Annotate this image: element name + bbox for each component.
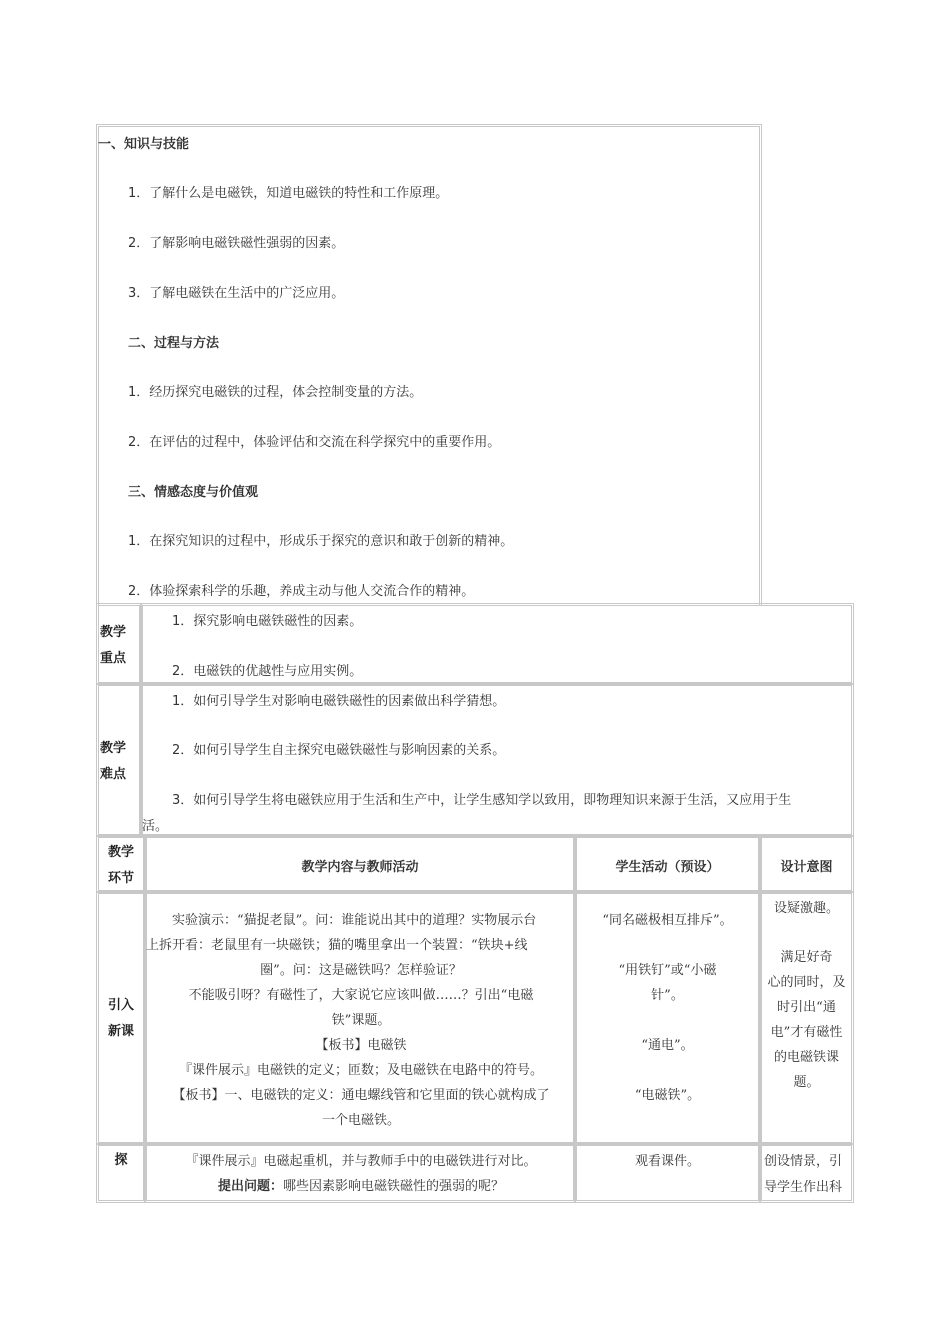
- header-intent-label: 设计意图: [780, 860, 833, 875]
- explore-intent-text: 创设情景，引 导学生作出科: [764, 1154, 843, 1195]
- objective-item: 2．在评估的过程中，体验评估和交流在科学探究中的重要作用。: [128, 435, 501, 450]
- intro-content-text: 实验演示：“猫捉老鼠”。问：谁能说出其中的道理？实物展示台 上拆开看：老鼠里有一块磁铁；猫的嘴里拿出一个装置：“铁块+线 圈”。问：这是磁铁吗？怎样验证？ 不能吸引呀？有磁性了，大家说它应该叫做……？引出“电磁 铁”课题。 【板书】电磁铁 『课件展示』电磁铁的定义；匝数；及电磁铁在电路中的符号。 【板书】一、电磁铁的定义：通电螺线管和它里面的铁心就构成了 一个电磁铁。: [146, 913, 550, 1128]
- objective-item: 1．经历探究电磁铁的过程，体会控制变量的方法。: [128, 385, 423, 400]
- explore-stage-label: 探: [114, 1153, 128, 1168]
- objective-heading-knowledge: 一、知识与技能: [98, 137, 190, 152]
- objective-item: 2．了解影响电磁铁磁性强弱的因素。: [128, 236, 345, 251]
- objective-heading-values: 三、情感态度与价值观: [128, 485, 259, 500]
- objective-item: 1．了解什么是电磁铁，知道电磁铁的特性和工作原理。: [128, 186, 449, 201]
- header-student-label: 学生活动（预设）: [615, 860, 720, 875]
- difficulty-item: 1．如何引导学生对影响电磁铁磁性的因素做出科学猜想。: [172, 694, 506, 709]
- intro-intent-text: 设疑激趣。 满足好奇 心的同时，及 时引出“通 电”才有磁性 的电磁铁课 题。: [767, 901, 846, 1090]
- key-point-item: 1．探究影响电磁铁磁性的因素。: [172, 614, 363, 629]
- difficulty-item-cont: 活。: [142, 819, 169, 834]
- objective-heading-process: 二、过程与方法: [128, 336, 220, 351]
- key-point-item: 2．电磁铁的优越性与应用实例。: [172, 664, 363, 679]
- question-label: 提出问题：: [217, 1179, 283, 1194]
- explore-content-text: 『课件展示』电磁起重机，并与教师手中的电磁铁进行对比。 提出问题：哪些因素影响电磁铁磁性的强弱的呢？: [185, 1154, 537, 1194]
- objective-item: 3．了解电磁铁在生活中的广泛应用。: [128, 286, 345, 301]
- intro-student-text: “同名磁极相互排斥”。 “用铁钉”或“小磁 针”。 “通电”。 “电磁铁”。: [602, 913, 733, 1103]
- difficulty-item: 2．如何引导学生自主探究电磁铁磁性与影响因素的关系。: [172, 743, 506, 758]
- header-content-label: 教学内容与教师活动: [301, 860, 419, 875]
- explore-student-text: 观看课件。: [634, 1154, 700, 1169]
- difficulties-label: 教学 难点: [100, 741, 127, 782]
- key-points-label: 教学 重点: [100, 625, 127, 666]
- header-stage-label: 教学 环节: [107, 845, 134, 886]
- intro-stage-label: 引入 新课: [107, 998, 134, 1039]
- objective-item: 1．在探究知识的过程中，形成乐于探究的意识和敢于创新的精神。: [128, 534, 514, 549]
- difficulty-item: 3．如何引导学生将电磁铁应用于生活和生产中，让学生感知学以致用，即物理知识来源于生活，又应用于生: [172, 793, 792, 808]
- objective-item: 2．体验探索科学的乐趣，养成主动与他人交流合作的精神。: [128, 584, 475, 599]
